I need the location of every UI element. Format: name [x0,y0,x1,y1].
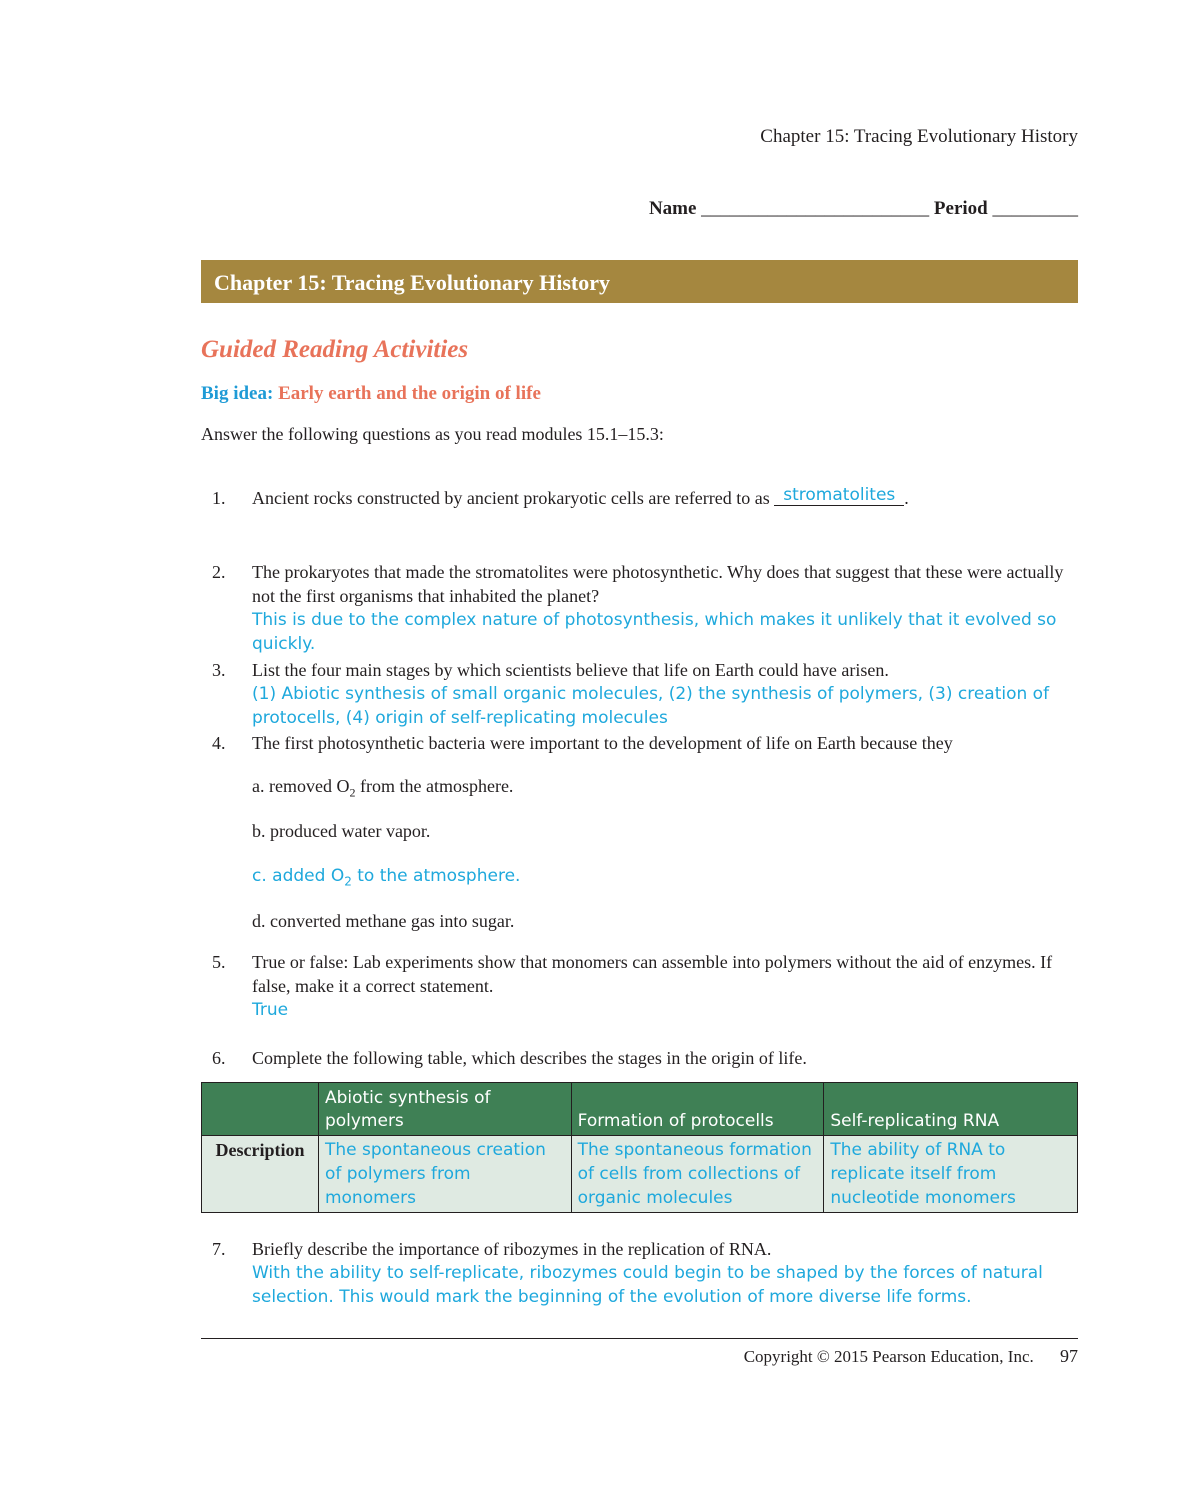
option-c-correct [252,866,520,888]
option-letter: b. [252,821,266,841]
question-number: 7. [212,1239,226,1259]
question-body [252,950,1078,1022]
question-end: . [904,488,909,508]
table-cell: The spontaneous creation of polymers from monomers [318,1136,571,1213]
period-label: Period [933,198,988,219]
option-b [252,821,430,842]
table-row [202,1136,1078,1213]
question-number: 1. [212,488,226,508]
question-number: 3. [212,660,226,680]
question-text: Ancient rocks constructed by ancient prokaryotic cells are referred to as [252,488,770,508]
name-blank: ________________________ [701,198,930,219]
question-number: 5. [212,952,226,972]
table-header-cell: Formation of protocells [571,1083,824,1136]
big-idea-label: Big idea: [201,383,274,404]
period-blank: _________ [992,198,1078,219]
name-label: Name [648,198,697,219]
instructions: Answer the following questions as you read modules 15.1–15.3: [201,424,664,444]
table-header-cell: Self-replicating RNA [824,1083,1078,1136]
option-letter: a. [252,776,265,796]
running-head: Chapter 15: Tracing Evolutionary History [760,126,1078,147]
option-text: produced water vapor. [270,821,431,841]
option-letter: c. [252,866,267,886]
table-row-label: Description [202,1136,319,1213]
question-text: The first photosynthetic bacteria were important to the development of life on Earth because they [252,733,953,753]
option-letter: d. [252,911,266,931]
question-body [252,658,1078,730]
table-cell: The spontaneous formation of cells from collections of organic molecules [571,1136,824,1213]
question-text: The prokaryotes that made the stromatolites were photosynthetic. Why does that suggest that these were actually not the first organisms that inhabited the planet? [252,562,1064,606]
page-number: 97 [1060,1346,1078,1366]
question-number: 6. [212,1048,226,1068]
answer-blank: stromatolites [774,485,904,506]
question-text: List the four main stages by which scientists believe that life on Earth could have arisen. [252,660,889,680]
question-body [252,560,1078,656]
page-footer [744,1346,1078,1367]
answer-text: This is due to the complex nature of photosynthesis, which makes it unlikely that it evolved so quickly. [252,610,1057,654]
option-text: converted methane gas into sugar. [270,911,515,931]
question-text: True or false: Lab experiments show that monomers can assemble into polymers without the aid of enzymes. If false, make it a correct statement. [252,952,1053,996]
answer-text: With the ability to self-replicate, ribozymes could begin to be shaped by the forces of natural selection. This would mark the beginning of the evolution of more diverse life forms. [252,1263,1043,1307]
question-body [252,486,1078,510]
big-idea-text: Early earth and the origin of life [278,383,541,404]
footer-divider [201,1338,1078,1339]
origin-of-life-table [201,1082,1078,1213]
question-text: Briefly describe the importance of ribozymes in the replication of RNA. [252,1239,772,1259]
section-title: Guided Reading Activities [201,336,469,363]
name-period-line [649,198,1078,220]
option-d [252,911,514,932]
question-body [252,731,1078,755]
option-text: removed $O_2$ from the atmosphere. [269,776,514,800]
table-header-cell: Abiotic synthesis of polymers [318,1083,571,1136]
question-body [252,1237,1078,1309]
copyright-text: Copyright © 2015 Pearson Education, Inc. [743,1347,1034,1366]
question-number: 4. [212,733,226,753]
big-idea [201,383,541,405]
question-body [252,1046,1078,1070]
question-text: Complete the following table, which describes the stages in the origin of life. [252,1048,807,1068]
table-cell: The ability of RNA to replicate itself from nucleotide monomers [824,1136,1078,1213]
option-text: added $O_2$ to the atmosphere. [272,866,521,889]
table-header-row [202,1083,1078,1136]
answer-text: True [252,1000,289,1020]
answer-text: (1) Abiotic synthesis of small organic molecules, (2) the synthesis of polymers, (3) creation of protocells, (4) origin of self-replicating molecules [252,684,1050,728]
table-header-cell [202,1083,319,1136]
chapter-banner [201,260,1078,303]
banner-title: Chapter 15: Tracing Evolutionary History [214,270,610,295]
option-a [252,776,513,801]
question-number: 2. [212,562,226,582]
